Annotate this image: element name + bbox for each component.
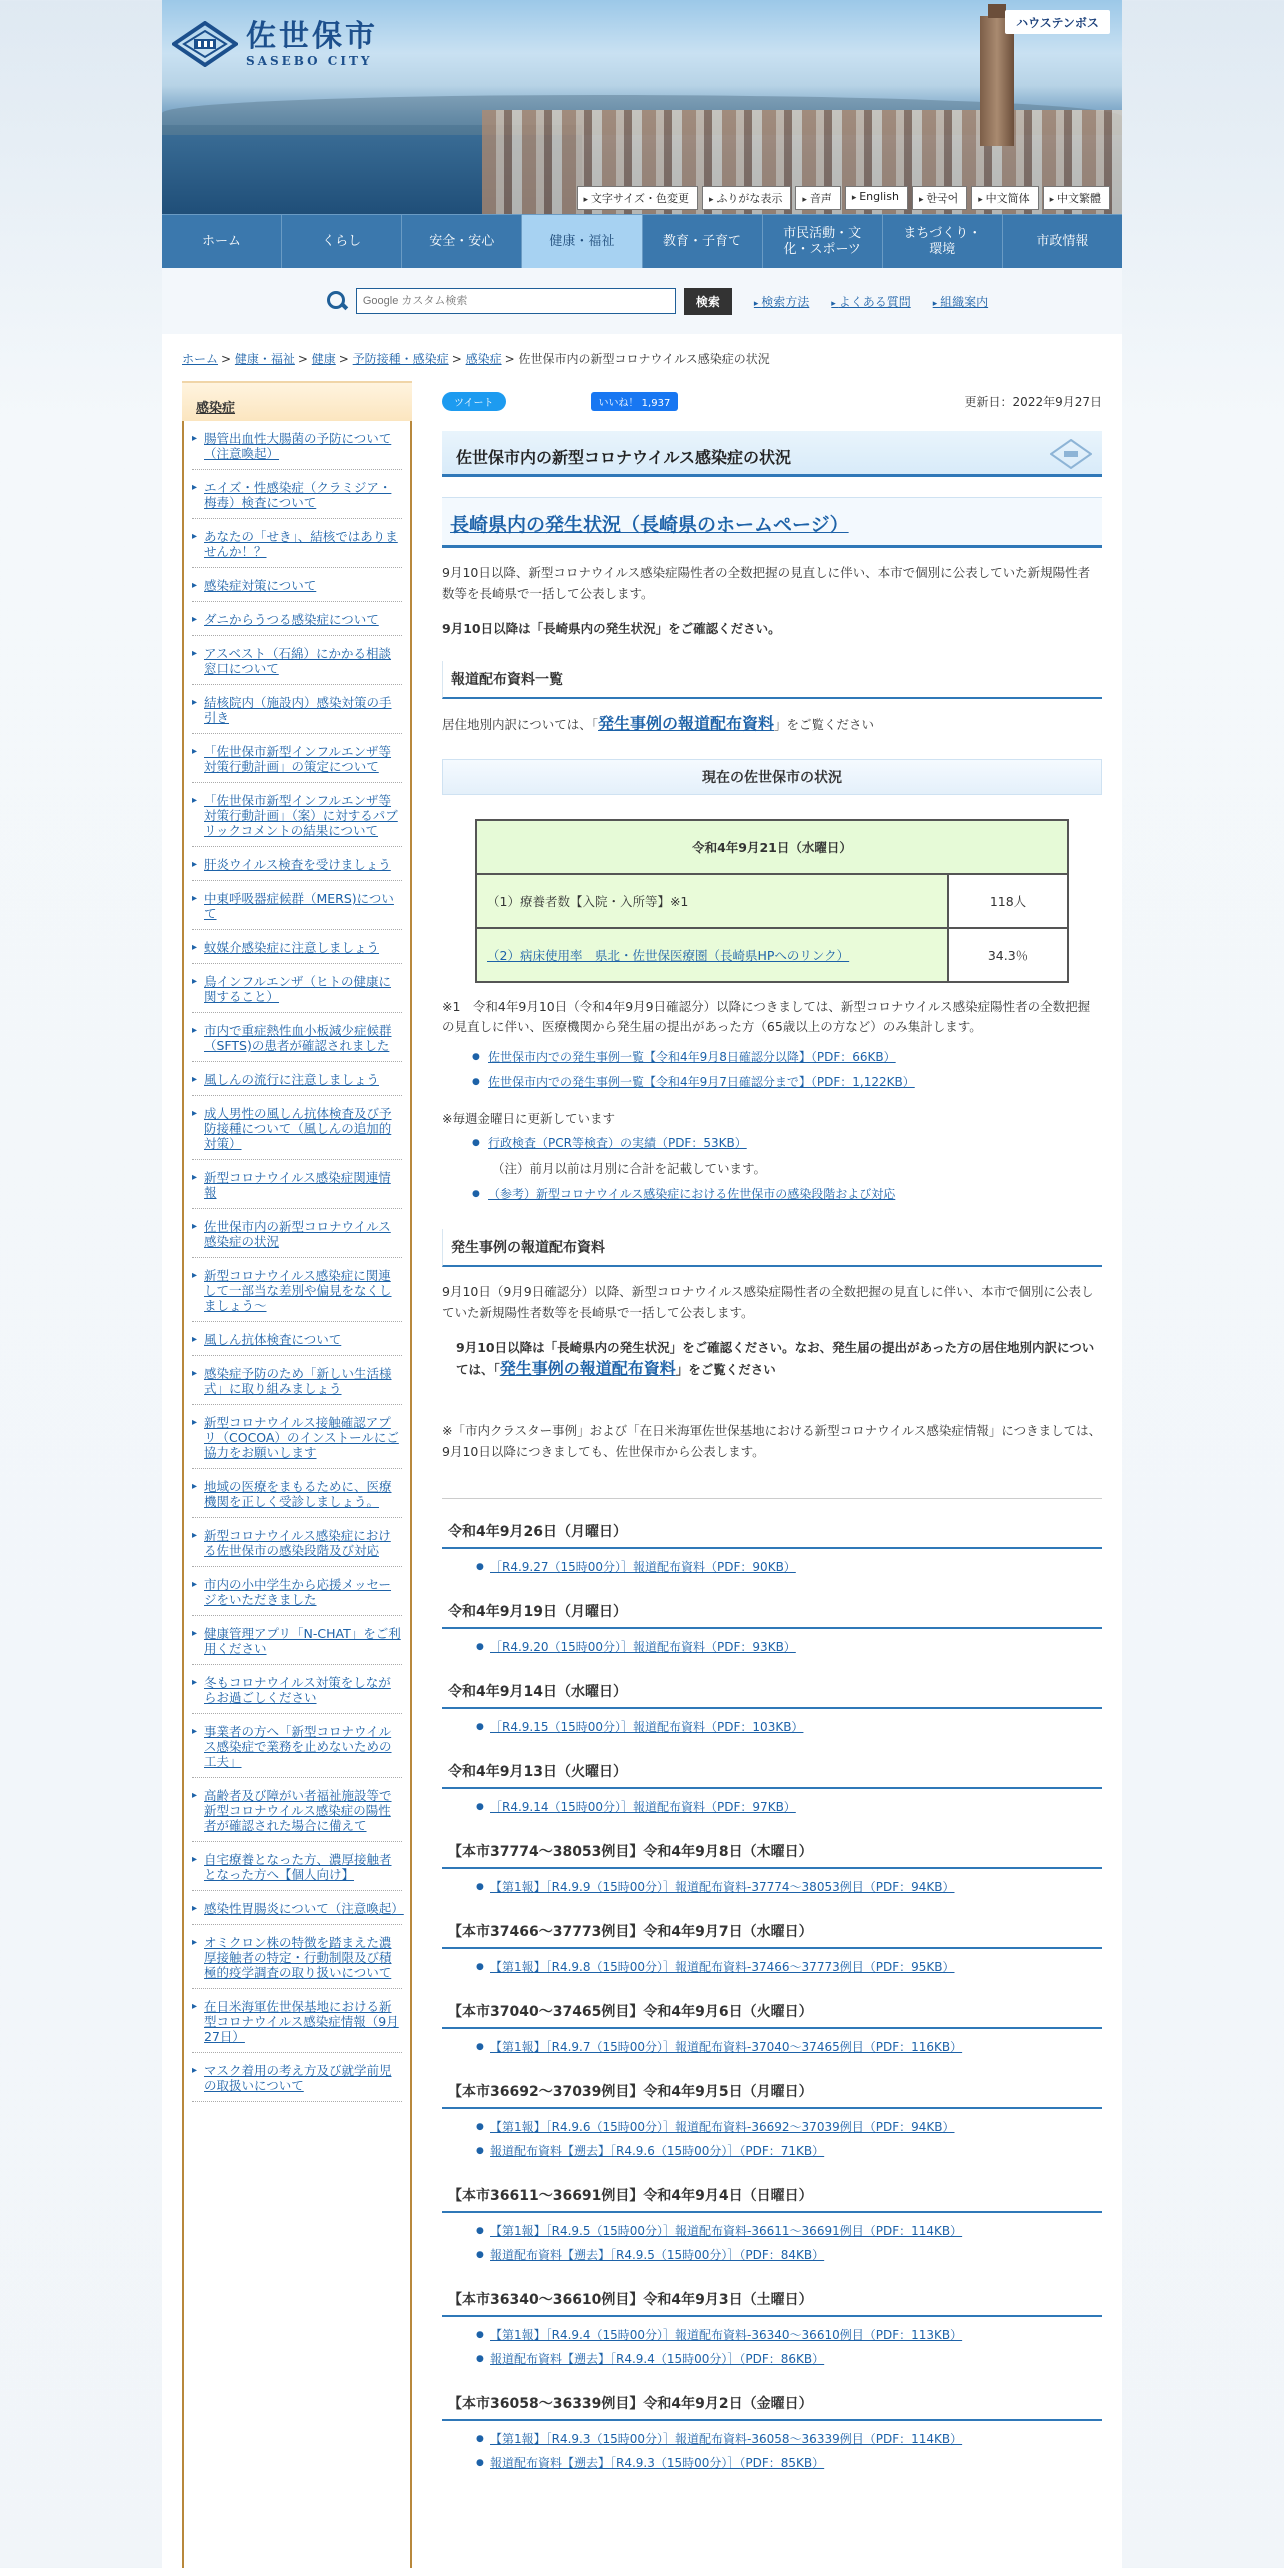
sidebar-item [192,964,402,1013]
sidebar-item [192,734,402,783]
press-release-pdf-link[interactable]: 【第1報】［R4.9.7（15時00分）］報道配布資料-37040～37465例目（PDF：116KB） [490,2040,963,2054]
date-heading: 【本市37040～37465例目】令和4年9月6日（火曜日） [442,1993,1102,2029]
status-row-label: （1）療養者数【入院・入所等】※1 [476,874,948,928]
sidebar-item [192,1567,402,1616]
sidebar-link[interactable]: 健康管理アプリ「N-CHAT」をご利用ください [204,1626,401,1656]
sidebar-item [192,1925,402,1989]
sidebar-item [192,847,402,881]
date-heading: 【本市36058～36339例目】令和4年9月2日（金曜日） [442,2385,1102,2421]
logo-en: SASEBO CITY [246,54,373,68]
sidebar-link[interactable]: 「佐世保市新型インフルエンザ等対策行動計画」の策定について [204,744,392,774]
sidebar-link[interactable]: 風しん抗体検査について [204,1332,342,1347]
date-links [442,2219,1102,2267]
cases-text: 9月10日（9月9日確認分）以降、新型コロナウイルス感染症陽性者の全数把握の見直しに伴い、本市で個別に公表していた新規陽性者数等を長崎県で一括して公表します。 [442,1284,1094,1320]
sidebar-item [192,636,402,685]
press-release-pdf-link[interactable]: 【第1報】［R4.9.9（15時00分）］報道配布資料-37774～38053例目（PDF：94KB） [490,1880,955,1894]
sidebar-link[interactable]: 新型コロナウイルス感染症に関連して一部当な差別や偏見をなくしましょう～ [204,1268,392,1313]
cases-bold-pre: 9月10日以降は「長崎県内の発生状況」をご確認ください。なお、発生届の提出があった方の居住地別内訳については、「 [456,1340,1095,1377]
status-table [475,819,1069,983]
sidebar-item [192,1714,402,1778]
press-release-pdf-link[interactable]: ［R4.9.20（15時00分）］報道配布資料（PDF：93KB） [490,1640,796,1654]
list-item [476,1555,1102,1579]
press-text [442,713,1102,735]
tool-text-size[interactable]: ▸ 文字サイズ・色変更 [577,186,699,210]
intro-text: 9月10日以降、新型コロナウイルス感染症陽性者の全数把握の見直しに伴い、本市で個別に公表していた新規陽性者数等を長崎県で一括して公表します。 [442,565,1091,601]
sidebar-link[interactable]: 「佐世保市新型インフルエンザ等対策行動計画」（案）に対するパブリックコメントの結果について [204,793,398,838]
organization-link[interactable]: ▸ 組織案内 [933,293,988,310]
press-dates [442,1513,1102,2475]
sidebar-link[interactable]: 在日米海軍佐世保基地における新型コロナウイルス感染症情報（9月27日） [204,1999,399,2044]
list-item [472,1045,1102,1070]
date-heading: 令和4年9月26日（月曜日） [442,1513,1102,1549]
breadcrumb-health[interactable]: 健康 [311,352,336,366]
faq-link[interactable]: ▸ よくある質問 [831,293,910,310]
nav-living[interactable]: くらし [282,215,402,268]
search-input[interactable] [356,288,676,314]
pcr-links [442,1131,1102,1156]
sidebar-link[interactable]: 肝炎ウイルス検査を受けましょう [204,857,391,872]
case-list-link-before[interactable]: 佐世保市内での発生事例一覧【令和4年9月7日確認分まで】（PDF：1,122KB） [488,1075,915,1089]
sidebar-link[interactable]: 結核院内（施設内）感染対策の手引き [204,695,392,725]
sidebar-item [192,783,402,847]
date-links [442,2427,1102,2475]
pcr-note: （注）前月以前は月別に合計を記載しています。 [492,1161,767,1176]
divider [442,1498,1102,1499]
sidebar-link[interactable]: 感染症予防のため「新しい生活様式」に取り組みましょう [204,1366,392,1396]
sidebar-item [192,568,402,602]
press-release-pdf-link[interactable]: 報道配布資料【遡去】［R4.9.6（15時00分）］（PDF：71KB） [490,2144,825,2158]
sidebar-item [192,470,402,519]
list-item [476,2323,1102,2347]
list-item [476,1955,1102,1979]
press-heading: 報道配布資料一覧 [442,661,1102,699]
header [162,0,1122,214]
page [162,0,1122,2568]
sidebar [182,381,412,2568]
tool-furigana[interactable]: ▸ ふりがな表示 [702,186,791,210]
city-emblem-icon [172,21,238,67]
list-item [476,2115,1102,2139]
sidebar-item [192,1891,402,1925]
date-heading: 令和4年9月13日（火曜日） [442,1753,1102,1789]
utility-tools [577,186,1110,210]
list-item [476,1635,1102,1659]
sidebar-link[interactable]: 鳥インフルエンザ（ヒトの健康に関すること） [204,974,392,1004]
sidebar-list [182,421,412,2568]
press-release-pdf-link[interactable]: 報道配布資料【遡去】［R4.9.3（15時00分）］（PDF：85KB） [490,2456,825,2470]
list-item [476,2219,1102,2243]
date-heading: 【本市36611～36691例目】令和4年9月4日（日曜日） [442,2177,1102,2213]
breadcrumb-vaccination[interactable]: 予防接種・感染症 [352,352,449,366]
press-text-post: 」をご覧ください [774,717,875,732]
date-heading: 令和4年9月14日（水曜日） [442,1673,1102,1709]
footnote: ※1 令和4年9月10日（令和4年9月9日確認分）以降につきましては、新型コロナウイルス感染症陽性者の全数把握の見直しに伴い、医療機関から発生届の提出があった方（65歳以上の方など）のみ集計します。 [442,999,1091,1034]
updated-date: 更新日：2022年9月27日 [964,394,1102,409]
press-release-pdf-link[interactable]: 【第1報】［R4.9.8（15時00分）］報道配布資料-37466～37773例目（PDF：95KB） [490,1960,955,1974]
sidebar-link[interactable]: 蚊媒介感染症に注意しましょう [204,940,380,955]
sidebar-item [192,930,402,964]
case-list-link-after[interactable]: 佐世保市内での発生事例一覧【令和4年9月8日確認分以降】（PDF：66KB） [488,1050,896,1064]
sidebar-item [192,1469,402,1518]
sidebar-link[interactable]: 感染症対策について [204,578,317,593]
bed-usage-link[interactable]: （2）病床使用率 県北・佐世保医療圏（長崎県HPへのリンク） [487,948,850,963]
sidebar-item [192,1013,402,1062]
list-item [476,2427,1102,2451]
city-emblem-icon [1050,439,1092,469]
list-item [476,1875,1102,1899]
sidebar-link[interactable]: マスク着用の考え方及び就学前児の取扱いについて [204,2063,392,2093]
sidebar-link[interactable]: 市内で重症熱性血小板減少症候群（SFTS)の患者が確認されました [204,1023,392,1053]
sidebar-item [192,1405,402,1469]
nav-safety[interactable]: 安全・安心 [402,215,522,268]
tweet-button[interactable]: ツイート [442,392,506,411]
sidebar-link[interactable]: 中東呼吸器症候群（MERS)について [204,891,394,921]
list-item [476,1715,1102,1739]
list-item [476,2139,1102,2163]
sidebar-link[interactable]: 自宅療養となった方、濃厚接触者となった方へ【個人向け】 [204,1852,392,1882]
breadcrumb-current: 佐世保市内の新型コロナウイルス感染症の状況 [518,352,770,366]
sidebar-link[interactable]: 事業者の方へ「新型コロナウイルス感染症で業務を止めないための工夫」 [204,1724,392,1769]
sidebar-item [192,1665,402,1714]
sidebar-title[interactable] [182,381,412,421]
cases-bold [442,1337,1102,1380]
date-heading: 【本市36340～36610例目】令和4年9月3日（土曜日） [442,2281,1102,2317]
logo-jp: 佐世保市 [246,19,378,54]
tool-english[interactable]: ▸ English [845,186,908,210]
sidebar-item [192,519,402,568]
press-release-pdf-link[interactable]: ［R4.9.15（15時00分）］報道配布資料（PDF：103KB） [490,1720,804,1734]
site-logo[interactable] [172,20,378,68]
sidebar-item [192,685,402,734]
cases-bold-post: 」をご覧ください [675,1362,776,1377]
sidebar-link[interactable]: 新型コロナウイルス感染症関連情報 [204,1170,391,1200]
press-release-pdf-link[interactable]: 【第1報】［R4.9.5（15時00分）］報道配布資料-36611～36691例目（PDF：114KB） [490,2224,963,2238]
date-links [442,2115,1102,2163]
tool-chinese-traditional[interactable]: ▸ 中文繁體 [1043,186,1110,210]
sidebar-item [192,1778,402,1842]
sidebar-link[interactable]: アスベスト（石綿）にかかる相談窓口について [204,646,392,676]
sidebar-item [192,1096,402,1160]
date-links [442,1715,1102,1739]
press-text-pre: 居住地別内訳については、「 [442,717,599,732]
reference-links [442,1182,1102,1207]
sidebar-link[interactable]: 佐世保市内の新型コロナウイルス感染症の状況 [204,1219,391,1249]
case-list-links [442,1045,1102,1095]
press-release-pdf-link[interactable]: ［R4.9.27（15時00分）］報道配布資料（PDF：90KB） [490,1560,796,1574]
huis-ten-bosch-logo[interactable]: ハウステンボス [1005,10,1110,34]
nav-health[interactable]: 健康・福祉 [522,215,642,268]
nagasaki-status-link[interactable]: 長崎県内の発生状況（長崎県のホームページ） [450,514,849,536]
sidebar-item [192,602,402,636]
nagasaki-heading [442,497,1102,548]
date-links [442,1955,1102,1979]
list-item [476,2347,1102,2371]
sidebar-item [192,1258,402,1322]
breadcrumb: ホーム > 健康・福祉 > 健康 > 予防接種・感染症 > 感染症 > 佐世保市内の新型コロナウイルス感染症の状況 [182,352,770,366]
tool-voice[interactable]: ▸ 音声 [795,186,840,210]
list-item [476,2035,1102,2059]
sidebar-link[interactable]: 腸管出血性大腸菌の予防について（注意喚起） [204,431,392,461]
press-release-pdf-link[interactable]: ［R4.9.14（15時00分）］報道配布資料（PDF：97KB） [490,1800,796,1814]
header-tower [980,16,1014,146]
date-heading: 令和4年9月19日（月曜日） [442,1593,1102,1629]
sidebar-link[interactable]: 成人男性の風しん抗体検査及び予防接種について（風しんの追加的対策） [204,1106,392,1151]
list-item [476,1795,1102,1819]
list-item [476,2451,1102,2475]
tool-chinese-simplified[interactable]: ▸ 中文简体 [971,186,1038,210]
search-button[interactable]: 検索 [684,288,732,315]
nav-town-label: まちづくり・環境 [903,225,982,257]
cases-heading: 発生事例の報道配布資料 [442,1229,1102,1267]
date-heading: 【本市37466～37773例目】令和4年9月7日（水曜日） [442,1913,1102,1949]
list-item [476,2243,1102,2267]
sidebar-item [192,1356,402,1405]
date-heading: 【本市37774～38053例目】令和4年9月8日（木曜日） [442,1833,1102,1869]
date-links [442,2035,1102,2059]
list-item [472,1131,1102,1156]
date-links [442,2323,1102,2371]
status-table-date: 令和4年9月21日（水曜日） [476,820,1068,874]
sidebar-link[interactable]: 新型コロナウイルス感染症における佐世保市の感染段階及び対応 [204,1528,391,1558]
sidebar-link[interactable]: 地域の医療をまもるために、医療機関を正しく受診しましょう。 [204,1479,392,1509]
press-release-pdf-link[interactable]: 報道配布資料【遡去】［R4.9.5（15時00分）］（PDF：84KB） [490,2248,825,2262]
cluster-note: ※「市内クラスター事例」および「在日米海軍佐世保基地における新型コロナウイルス感染症情報」につきましては、9月10日以降につきましても、佐世保市から公表します。 [442,1423,1102,1459]
reference-link[interactable]: （参考）新型コロナウイルス感染症における佐世保市の感染段階および対応 [488,1187,896,1201]
page-title-text: 佐世保市内の新型コロナウイルス感染症の状況 [456,448,792,467]
nav-culture[interactable] [763,215,883,268]
sidebar-link[interactable]: エイズ・性感染症（クラミジア・梅毒）検査について [204,480,392,510]
date-links [442,1635,1102,1659]
sidebar-item [192,421,402,470]
sidebar-title-text: 感染症 [196,401,236,416]
sidebar-link[interactable]: ダニからうつる感染症について [204,612,379,627]
sidebar-link[interactable]: 感染性胃腸炎について（注意喚起） [204,1901,404,1916]
search-bar [162,268,1122,334]
nav-education[interactable]: 教育・子育て [643,215,763,268]
breadcrumb-health-welfare[interactable]: 健康・福祉 [234,352,295,366]
sidebar-item [192,1518,402,1567]
page-title [442,431,1102,477]
weekly-note: ※毎週金曜日に更新しています [442,1111,615,1126]
sidebar-link[interactable]: 冬もコロナウイルス対策をしながらお過ごしください [204,1675,391,1705]
sidebar-item [192,2053,402,2102]
sidebar-item [192,1322,402,1356]
search-icon [326,290,348,312]
status-row-value: 118人 [948,874,1068,928]
sidebar-item [192,1616,402,1665]
nav-city-info[interactable]: 市政情報 [1036,233,1089,249]
intro-bold: 9月10日以降は「長崎県内の発生状況」をご確認ください。 [442,621,781,636]
press-release-pdf-link[interactable]: 報道配布資料【遡去】［R4.9.4（15時00分）］（PDF：86KB） [490,2352,825,2366]
sidebar-item [192,1989,402,2053]
press-release-link[interactable]: 発生事例の報道配布資料 [598,714,775,733]
sidebar-link[interactable]: 新型コロナウイルス接触確認アプリ（COCOA）のインストールにご協力をお願いします [204,1415,399,1460]
press-release-pdf-link[interactable]: 【第1報】［R4.9.6（15時00分）］報道配布資料-36692～37039例目（PDF：94KB） [490,2120,955,2134]
sidebar-item [192,881,402,930]
cases-press-link[interactable]: 発生事例の報道配布資料 [499,1359,676,1378]
list-item [472,1070,1102,1095]
status-row-label [476,928,948,982]
like-button[interactable]: いいね！ 1,937 [591,392,679,411]
sidebar-link[interactable]: あなたの「せき」、結核ではありませんか！？ [204,529,398,559]
sidebar-link[interactable]: 風しんの流行に注意しましょう [204,1072,380,1087]
current-status-heading: 現在の佐世保市の状況 [442,759,1102,795]
date-links [442,1555,1102,1579]
sidebar-item [192,1062,402,1096]
sidebar-item [192,1209,402,1258]
list-item [472,1182,1102,1207]
search-help-link[interactable]: ▸ 検索方法 [754,293,809,310]
breadcrumb-home[interactable]: ホーム [182,352,219,366]
tool-korean[interactable]: ▸ 한국어 [912,186,967,210]
pcr-link[interactable]: 行政検査（PCR等検査）の実績（PDF：53KB） [488,1136,747,1150]
press-release-pdf-link[interactable]: 【第1報】［R4.9.4（15時00分）］報道配布資料-36340～36610例目（PDF：113KB） [490,2328,963,2342]
breadcrumb-infection[interactable]: 感染症 [465,352,502,366]
sidebar-link[interactable]: 高齢者及び障がい者福祉施設等で新型コロナウイルス感染症の陽性者が確認された場合に備えて [204,1788,392,1833]
nav-culture-label: 市民活動・文化・スポーツ [783,225,862,257]
global-nav [162,214,1122,268]
nav-home[interactable]: ホーム [162,215,282,268]
sidebar-item [192,1842,402,1891]
press-release-pdf-link[interactable]: 【第1報】［R4.9.3（15時00分）］報道配布資料-36058～36339例目（PDF：114KB） [490,2432,963,2446]
date-links [442,1795,1102,1819]
status-row-value: 34.3％ [948,928,1068,982]
date-links [442,1875,1102,1899]
sidebar-link[interactable]: オミクロン株の特徴を踏まえた濃厚接触者の特定・行動制限及び積極的疫学調査の取り扱いについて [204,1935,392,1980]
main-content [442,381,1102,2568]
sidebar-link[interactable]: 市内の小中学生から応援メッセージをいただきました [204,1577,392,1607]
date-heading: 【本市36692～37039例目】令和4年9月5日（月曜日） [442,2073,1102,2109]
nav-town[interactable] [883,215,1003,268]
sidebar-item [192,1160,402,1209]
